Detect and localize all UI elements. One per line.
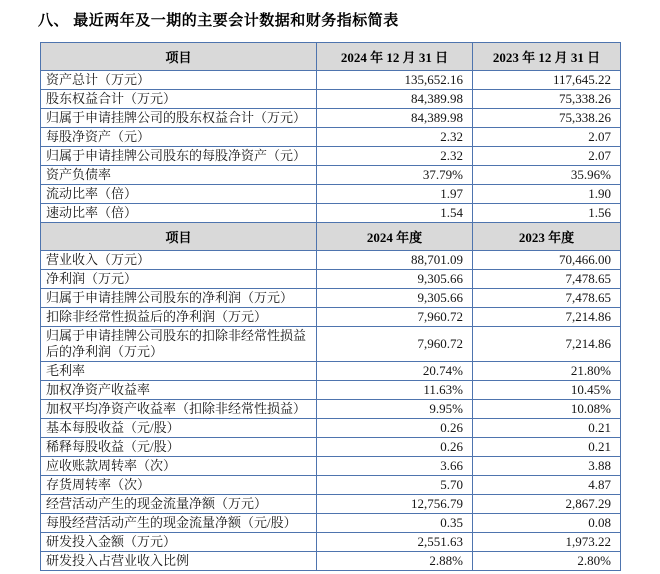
value-2023-cell: 4.87 — [473, 476, 621, 495]
value-2024-cell: 3.66 — [317, 457, 473, 476]
table-row — [41, 289, 621, 308]
value-2023-cell: 7,478.65 — [473, 289, 621, 308]
table-row — [41, 71, 621, 90]
column-header-item: 项目 — [41, 43, 317, 71]
table-row — [41, 381, 621, 400]
column-header-item: 项目 — [41, 223, 317, 251]
value-2023-cell: 10.08% — [473, 400, 621, 419]
value-2023-cell: 7,478.65 — [473, 270, 621, 289]
value-2024-cell: 2.88% — [317, 552, 473, 571]
value-2023-cell: 0.21 — [473, 438, 621, 457]
financial-table-body — [41, 43, 621, 571]
item-cell: 归属于申请挂牌公司的股东权益合计（万元） — [41, 109, 317, 128]
table-row — [41, 270, 621, 289]
value-2024-cell: 12,756.79 — [317, 495, 473, 514]
value-2023-cell: 10.45% — [473, 381, 621, 400]
table-row — [41, 147, 621, 166]
value-2024-cell: 84,389.98 — [317, 109, 473, 128]
table-row — [41, 495, 621, 514]
value-2023-cell: 0.21 — [473, 419, 621, 438]
item-cell: 应收账款周转率（次） — [41, 457, 317, 476]
item-cell: 存货周转率（次） — [41, 476, 317, 495]
column-header-2023: 2023 年度 — [473, 223, 621, 251]
value-2024-cell: 135,652.16 — [317, 71, 473, 90]
value-2024-cell: 0.26 — [317, 438, 473, 457]
value-2024-cell: 9.95% — [317, 400, 473, 419]
section-header-row — [41, 223, 621, 251]
item-cell: 加权平均净资产收益率（扣除非经常性损益） — [41, 400, 317, 419]
column-header-2024: 2024 年度 — [317, 223, 473, 251]
item-cell: 加权净资产收益率 — [41, 381, 317, 400]
item-cell: 股东权益合计（万元） — [41, 90, 317, 109]
value-2023-cell: 70,466.00 — [473, 251, 621, 270]
value-2024-cell: 7,960.72 — [317, 327, 473, 362]
table-row — [41, 400, 621, 419]
value-2024-cell: 1.97 — [317, 185, 473, 204]
table-row — [41, 166, 621, 185]
item-cell: 归属于申请挂牌公司股东的扣除非经常性损益后的净利润（万元） — [41, 327, 317, 362]
value-2023-cell: 21.80% — [473, 362, 621, 381]
item-cell: 研发投入金额（万元） — [41, 533, 317, 552]
value-2023-cell: 117,645.22 — [473, 71, 621, 90]
value-2024-cell: 2.32 — [317, 147, 473, 166]
column-header-2024: 2024 年 12 月 31 日 — [317, 43, 473, 71]
table-row — [41, 251, 621, 270]
table-row — [41, 185, 621, 204]
table-row — [41, 204, 621, 223]
item-cell: 归属于申请挂牌公司股东的净利润（万元） — [41, 289, 317, 308]
item-cell: 基本每股收益（元/股） — [41, 419, 317, 438]
item-cell: 归属于申请挂牌公司股东的每股净资产（元） — [41, 147, 317, 166]
item-cell: 经营活动产生的现金流量净额（万元） — [41, 495, 317, 514]
value-2023-cell: 75,338.26 — [473, 90, 621, 109]
table-row — [41, 514, 621, 533]
value-2024-cell: 0.35 — [317, 514, 473, 533]
table-row — [41, 308, 621, 327]
value-2024-cell: 1.54 — [317, 204, 473, 223]
item-cell: 速动比率（倍） — [41, 204, 317, 223]
item-cell: 扣除非经常性损益后的净利润（万元） — [41, 308, 317, 327]
value-2023-cell: 0.08 — [473, 514, 621, 533]
value-2024-cell: 7,960.72 — [317, 308, 473, 327]
value-2023-cell: 2,867.29 — [473, 495, 621, 514]
value-2023-cell: 7,214.86 — [473, 308, 621, 327]
value-2023-cell: 1.90 — [473, 185, 621, 204]
value-2023-cell: 1,973.22 — [473, 533, 621, 552]
column-header-2023: 2023 年 12 月 31 日 — [473, 43, 621, 71]
table-row — [41, 419, 621, 438]
item-cell: 净利润（万元） — [41, 270, 317, 289]
section-header-row — [41, 43, 621, 71]
item-cell: 每股经营活动产生的现金流量净额（元/股） — [41, 514, 317, 533]
item-cell: 资产总计（万元） — [41, 71, 317, 90]
value-2023-cell: 1.56 — [473, 204, 621, 223]
value-2024-cell: 84,389.98 — [317, 90, 473, 109]
table-row — [41, 90, 621, 109]
financial-summary-table — [40, 42, 621, 571]
value-2023-cell: 2.07 — [473, 147, 621, 166]
table-row — [41, 128, 621, 147]
table-row — [41, 457, 621, 476]
value-2024-cell: 2,551.63 — [317, 533, 473, 552]
table-row — [41, 362, 621, 381]
value-2024-cell: 37.79% — [317, 166, 473, 185]
table-row — [41, 533, 621, 552]
value-2024-cell: 5.70 — [317, 476, 473, 495]
value-2024-cell: 2.32 — [317, 128, 473, 147]
item-cell: 资产负债率 — [41, 166, 317, 185]
value-2024-cell: 88,701.09 — [317, 251, 473, 270]
value-2023-cell: 75,338.26 — [473, 109, 621, 128]
value-2023-cell: 2.07 — [473, 128, 621, 147]
table-row — [41, 327, 621, 362]
item-cell: 流动比率（倍） — [41, 185, 317, 204]
value-2024-cell: 9,305.66 — [317, 270, 473, 289]
value-2023-cell: 3.88 — [473, 457, 621, 476]
value-2023-cell: 2.80% — [473, 552, 621, 571]
item-cell: 稀释每股收益（元/股） — [41, 438, 317, 457]
table-row — [41, 552, 621, 571]
value-2024-cell: 0.26 — [317, 419, 473, 438]
item-cell: 营业收入（万元） — [41, 251, 317, 270]
table-row — [41, 109, 621, 128]
item-cell: 每股净资产（元） — [41, 128, 317, 147]
page-title: 八、 最近两年及一期的主要会计数据和财务指标简表 — [38, 13, 399, 29]
value-2024-cell: 20.74% — [317, 362, 473, 381]
value-2024-cell: 11.63% — [317, 381, 473, 400]
value-2024-cell: 9,305.66 — [317, 289, 473, 308]
item-cell: 研发投入占营业收入比例 — [41, 552, 317, 571]
value-2023-cell: 7,214.86 — [473, 327, 621, 362]
value-2023-cell: 35.96% — [473, 166, 621, 185]
table-row — [41, 438, 621, 457]
item-cell: 毛利率 — [41, 362, 317, 381]
table-row — [41, 476, 621, 495]
